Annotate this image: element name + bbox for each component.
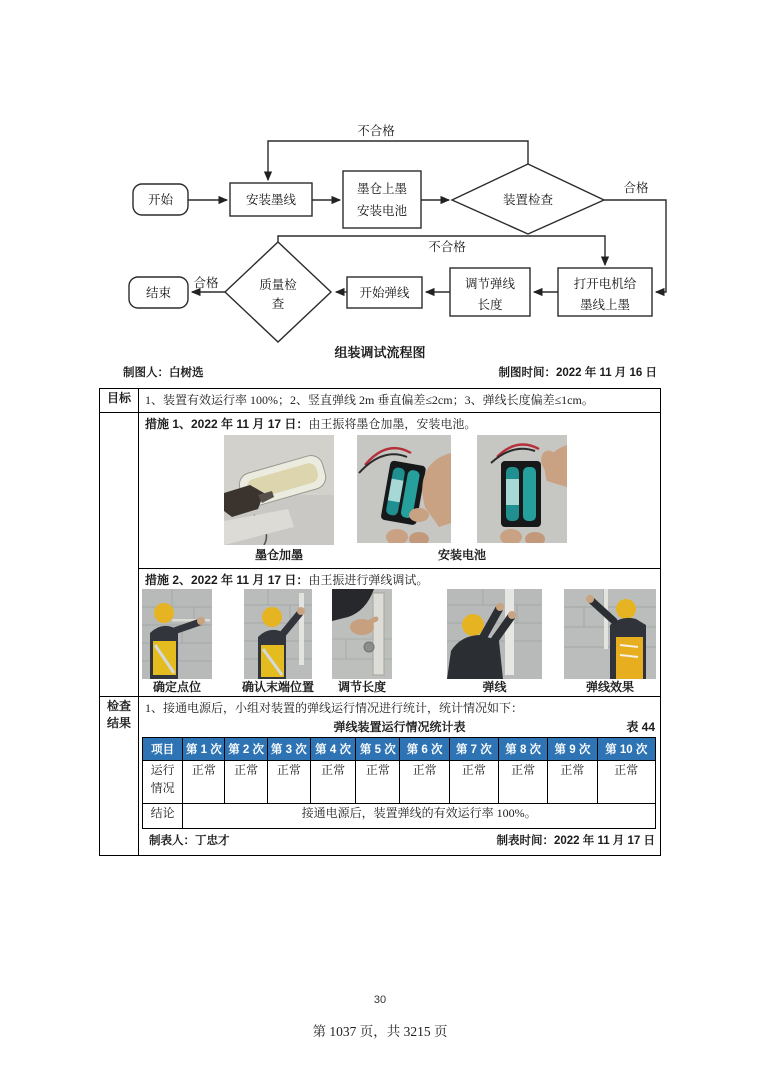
stats-header-item: 项目 xyxy=(143,738,183,761)
measure2-line xyxy=(139,569,660,589)
stats-value-1: 正常 xyxy=(183,761,225,804)
flow-label-pass-device: 合格 xyxy=(623,181,649,195)
qc-main-table xyxy=(99,388,661,856)
stats-header-run9: 第 9 次 xyxy=(548,738,597,761)
check-label-line2: 结果 xyxy=(106,716,131,730)
goal-text: 1、装置有效运行率 100%；2、竖直弹线 2m 垂直偏差≤2cm；3、弹线长度偏差≤1cm。 xyxy=(145,393,594,407)
check-intro: 1、接通电源后，小组对装置的弹线运行情况进行统计，统计情况如下： xyxy=(145,701,524,715)
svg-text:调节弹线: 调节弹线 xyxy=(464,277,516,291)
stats-header-run3: 第 3 次 xyxy=(267,738,310,761)
caption-snap-line: 弹线 xyxy=(482,680,507,694)
svg-text:安装墨线: 安装墨线 xyxy=(245,193,297,207)
photo-mark-points xyxy=(142,589,212,679)
measure2-text: 由王振进行弹线调试。 xyxy=(308,573,429,587)
tabulator-line xyxy=(139,829,660,850)
tabulation-time: 制表时间：2022 年 11 月 17 日 xyxy=(496,835,655,847)
stats-header-run1: 第 1 次 xyxy=(183,738,225,761)
stats-value-3: 正常 xyxy=(267,761,310,804)
stats-values-row xyxy=(143,761,656,804)
stats-header-run6: 第 6 次 xyxy=(400,738,449,761)
chart-time: 制图时间：2022 年 11 月 16 日 xyxy=(498,367,657,379)
svg-text:打开电机给: 打开电机给 xyxy=(573,277,637,291)
conclusion-text: 接通电源后，装置弹线的有效运行率 100%。 xyxy=(183,804,656,829)
chart-author: 制图人：白树选 xyxy=(123,367,204,379)
photo-adjust-length xyxy=(332,589,392,679)
measure2-prefix: 措施 2、2022 年 11 月 17 日： xyxy=(145,573,309,587)
caption-adjust-length: 调节长度 xyxy=(337,680,386,694)
measure1-line xyxy=(139,413,660,433)
photo-battery-install-1 xyxy=(357,435,451,543)
stats-header-run5: 第 5 次 xyxy=(356,738,400,761)
flow-node-start-snapping xyxy=(359,285,410,300)
flow-node-install-ink-line xyxy=(246,192,297,207)
measure1-text: 由王振将墨仓加墨，安装电池。 xyxy=(308,417,477,431)
section-page-number: 30 xyxy=(373,994,387,1006)
photo-snap-line xyxy=(447,589,542,679)
stats-value-8: 正常 xyxy=(499,761,548,804)
photo-confirm-end-position xyxy=(244,589,312,679)
stats-header-row xyxy=(143,738,656,761)
stats-value-10: 正常 xyxy=(597,761,655,804)
flow-label-fail-top: 不合格 xyxy=(357,124,395,138)
stats-value-9: 正常 xyxy=(548,761,597,804)
stats-title: 弹线装置运行情况统计表 xyxy=(333,720,466,734)
caption-ink-refill: 墨仓加墨 xyxy=(254,548,303,562)
measure1-photos xyxy=(139,433,660,566)
photo-ink-refill xyxy=(224,435,334,545)
caption-battery-install: 安装电池 xyxy=(437,548,486,562)
goal-row xyxy=(100,389,661,413)
svg-text:墨仓上墨: 墨仓上墨 xyxy=(356,182,408,196)
measure2-photos xyxy=(139,589,660,696)
caption-confirm-end: 确认末端位置 xyxy=(241,680,314,694)
svg-text:安装电池: 安装电池 xyxy=(356,204,408,218)
svg-text:开始弹线: 开始弹线 xyxy=(359,286,410,300)
measure2-cell xyxy=(139,569,661,697)
stats-value-7: 正常 xyxy=(449,761,498,804)
stats-header-run8: 第 8 次 xyxy=(499,738,548,761)
stats-table xyxy=(142,737,656,829)
stats-value-2: 正常 xyxy=(225,761,267,804)
goal-label-cell: 目标 xyxy=(100,389,139,413)
stats-header-run7: 第 7 次 xyxy=(449,738,498,761)
svg-text:装置检查: 装置检查 xyxy=(502,193,554,207)
tabulator: 制表人：丁忠才 xyxy=(149,835,230,847)
stats-header-run4: 第 4 次 xyxy=(310,738,355,761)
measure1-row xyxy=(100,413,661,569)
stats-value-5: 正常 xyxy=(356,761,400,804)
check-label-cell xyxy=(100,697,139,856)
conclusion-label: 结论 xyxy=(143,804,183,829)
measure1-prefix: 措施 1、2022 年 11 月 17 日： xyxy=(145,417,309,431)
check-label-line1: 检查 xyxy=(106,699,131,713)
check-result-row xyxy=(100,697,661,856)
measures-label-cell xyxy=(100,413,139,697)
svg-text:查: 查 xyxy=(271,297,285,311)
svg-text:开始: 开始 xyxy=(147,193,174,207)
assembly-flowchart xyxy=(0,0,760,370)
measure2-row xyxy=(100,569,661,697)
stats-table-number: 表 44 xyxy=(626,720,655,734)
flow-node-start xyxy=(148,192,174,207)
svg-text:结束: 结束 xyxy=(145,286,172,300)
flow-node-device-check xyxy=(503,192,553,207)
flow-node-end xyxy=(146,285,172,300)
check-content-cell xyxy=(139,697,661,856)
photo-snap-result xyxy=(564,589,656,679)
flow-label-pass-quality: 合格 xyxy=(193,276,219,290)
stats-value-6: 正常 xyxy=(400,761,449,804)
caption-snap-result: 弹线效果 xyxy=(585,680,634,694)
caption-mark-points: 确定点位 xyxy=(152,680,201,694)
stats-header-run10: 第 10 次 xyxy=(597,738,655,761)
svg-text:质量检: 质量检 xyxy=(259,278,297,292)
svg-text:长度: 长度 xyxy=(477,298,503,312)
goal-text-cell xyxy=(139,389,661,413)
stats-header-run2: 第 2 次 xyxy=(225,738,267,761)
stats-value-4: 正常 xyxy=(310,761,355,804)
flow-label-fail-quality: 不合格 xyxy=(428,240,466,254)
svg-text:墨线上墨: 墨线上墨 xyxy=(579,298,631,312)
stats-caption-line xyxy=(139,717,660,737)
stats-row-label: 运行 情况 xyxy=(143,761,183,804)
measure1-cell xyxy=(139,413,661,569)
chart-meta-row xyxy=(123,364,657,380)
stats-conclusion-row xyxy=(143,804,656,829)
page-indicator: 第 1037 页，共 3215 页 xyxy=(312,1024,448,1039)
flowchart-title: 组装调试流程图 xyxy=(334,345,426,360)
photo-battery-install-2 xyxy=(477,435,567,543)
